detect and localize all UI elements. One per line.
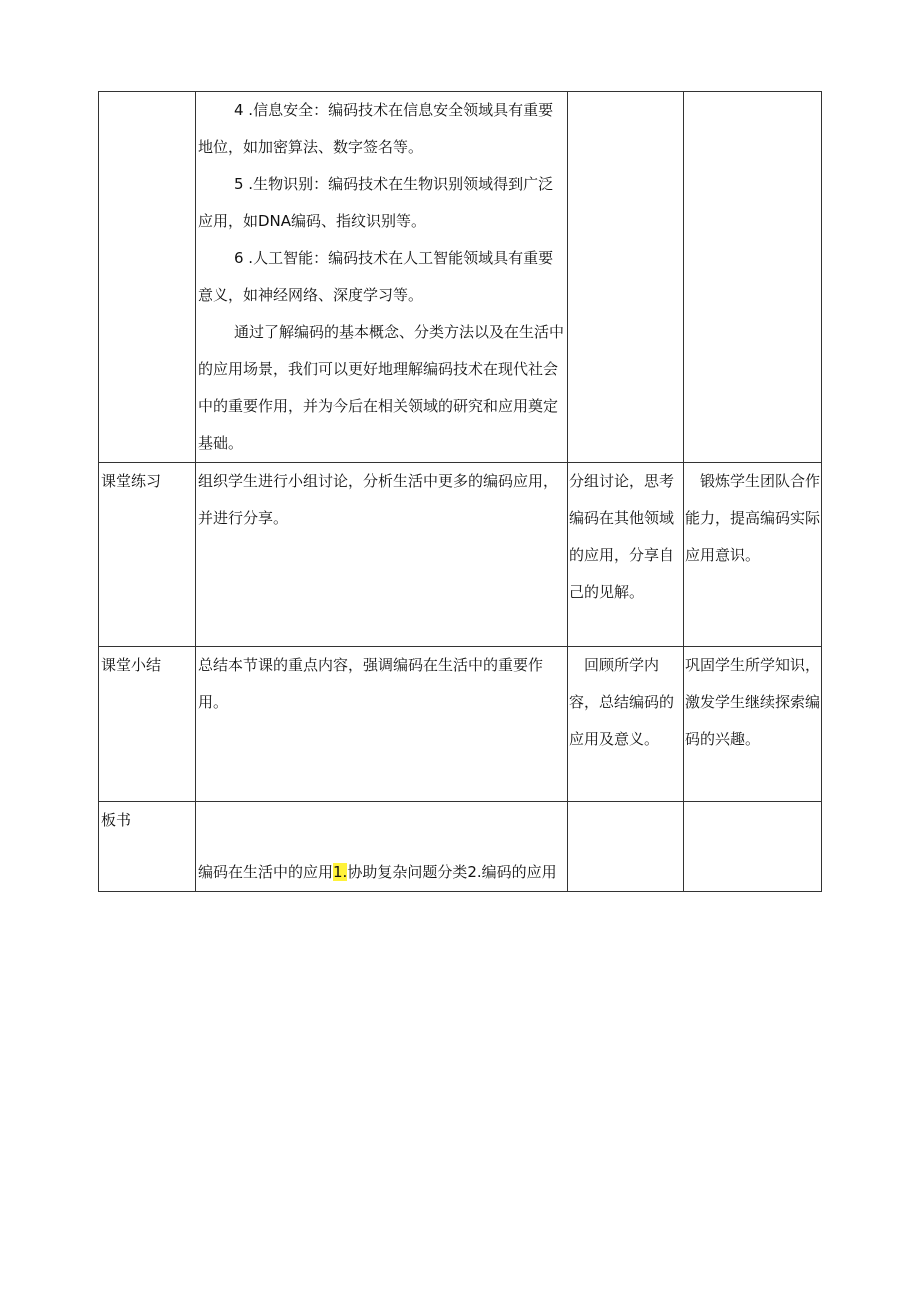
board-text-highlight: 1. xyxy=(333,863,348,881)
paragraph-artificial-intelligence: 6 .人工智能：编码技术在人工智能领域具有重要意义，如神经网络、深度学习等。 xyxy=(198,249,554,304)
table-row-board xyxy=(99,802,822,892)
board-content-line xyxy=(198,854,557,891)
paragraph-biometrics: 5 .生物识别：编码技术在生物识别领域得到广泛应用，如DNA编码、指纹识别等。 xyxy=(198,175,554,230)
summary-student-activity-text: 回顾所学内容，总结编码的应用及意义。 xyxy=(569,656,675,748)
paragraph-conclusion: 通过了解编码的基本概念、分类方法以及在生活中的应用场景，我们可以更好地理解编码技术在现代社会中的重要作用，并为今后在相关领域的研究和应用奠定基础。 xyxy=(198,323,565,452)
board-text-after: 协助复杂问题分类2.编码的应用 xyxy=(347,863,557,881)
paragraph-information-security: 4 .信息安全：编码技术在信息安全领域具有重要地位，如加密算法、数字签名等。 xyxy=(198,101,554,156)
content-cell xyxy=(196,92,568,463)
board-intent-cell-empty xyxy=(684,802,822,892)
practice-student-activity: 分组讨论，思考编码在其他领域的应用，分享自己的见解。 xyxy=(568,463,684,647)
summary-design-intent: 巩固学生所学知识，激发学生继续探索编码的兴趣。 xyxy=(684,647,822,802)
board-text-before: 编码在生活中的应用 xyxy=(198,863,334,881)
summary-student-activity xyxy=(568,647,684,802)
board-content xyxy=(196,802,568,892)
row-label-board: 板书 xyxy=(99,802,196,892)
table-row-practice xyxy=(99,463,822,647)
lesson-plan-table xyxy=(98,91,822,892)
table-row-summary xyxy=(99,647,822,802)
table-row-content-continued xyxy=(99,92,822,463)
design-intent-cell-empty xyxy=(684,92,822,463)
label-cell-empty xyxy=(99,92,196,463)
summary-content: 总结本节课的重点内容，强调编码在生活中的重要作用。 xyxy=(196,647,568,802)
practice-design-intent-text: 锻炼学生团队合作能力，提高编码实际应用意识。 xyxy=(685,472,821,564)
row-label-summary: 课堂小结 xyxy=(99,647,196,802)
board-student-cell-empty xyxy=(568,802,684,892)
practice-content: 组织学生进行小组讨论，分析生活中更多的编码应用，并进行分享。 xyxy=(196,463,568,647)
student-activity-cell-empty xyxy=(568,92,684,463)
practice-design-intent xyxy=(684,463,822,647)
row-label-practice: 课堂练习 xyxy=(99,463,196,647)
